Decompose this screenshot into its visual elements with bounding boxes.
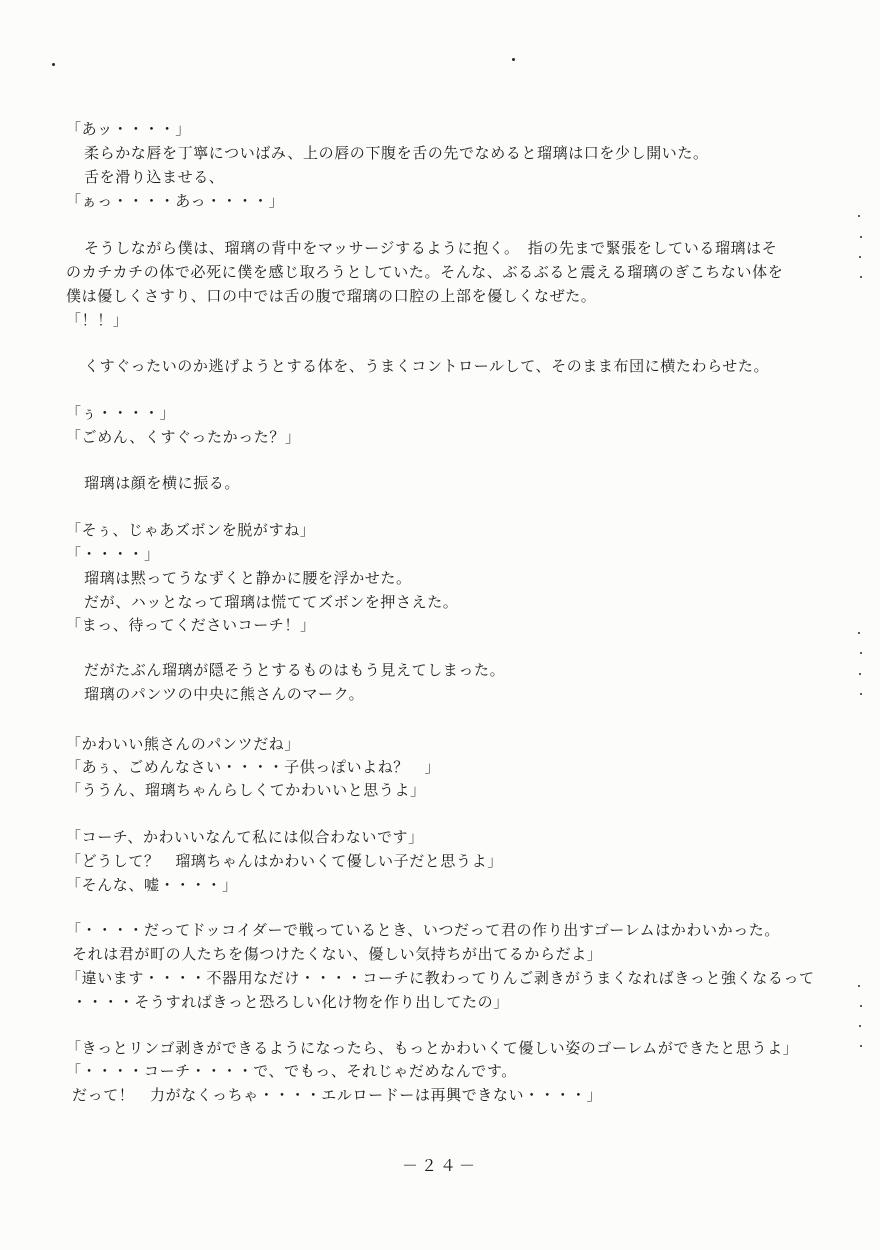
scan-speck: [860, 693, 862, 695]
text-line: 「・・・・だってドッコイダーで戦っているとき、いつだって君の作り出すゴーレムはかわいかった。: [66, 921, 781, 939]
text-line: 瑠璃は顔を横に振る。: [84, 474, 241, 492]
text-line: 「ごめん、くすぐったかった？」: [66, 428, 301, 446]
scan-speck: [860, 236, 862, 238]
text-line: 「どうして？ 瑠璃ちゃんはかわいくて優しい子だと思うよ」: [66, 852, 503, 870]
scan-speck: [859, 1025, 861, 1027]
text-line: 舌を滑り込ませる、: [84, 168, 225, 186]
text-line: 「そんな、嘘・・・・」: [66, 876, 238, 894]
text-line: 瑠璃は黙ってうなずくと静かに腰を浮かせた。: [84, 569, 412, 587]
text-line: 「・・・・コーチ・・・・で、でもっ、それじゃだめなんです。: [66, 1062, 517, 1080]
text-line: それは君が町の人たちを傷つけたくない、優しい気持ちが出てるからだよ」: [72, 945, 603, 963]
scan-speck: [858, 215, 860, 217]
page-number: －２４－: [401, 1156, 478, 1175]
text-line: 「！！」: [66, 311, 129, 329]
text-line: 僕は優しくさすり、口の中では舌の腹で瑠璃の口腔の上部を優しくなぜた。: [66, 287, 597, 305]
text-line: 「ううん、瑠璃ちゃんらしくてかわいいと思うよ」: [66, 781, 426, 799]
text-line: だって！ 力がなくっちゃ・・・・エルロードーは再興できない・・・・」: [72, 1086, 603, 1104]
scan-speck: [859, 256, 861, 258]
text-line: 「ぅ・・・・」: [66, 404, 176, 422]
text-line: 「違います・・・・不器用なだけ・・・・コーチに教わってりんご剥きがうまくなればきっと強くなるって: [66, 969, 815, 987]
scan-speck: [52, 63, 55, 66]
scan-speck: [858, 985, 860, 987]
text-line: 「・・・・」: [66, 545, 160, 563]
text-line: 「コーチ、かわいいなんて私には似合わないです」: [66, 828, 424, 846]
text-line: 瑠璃のパンツの中央に熊さんのマーク。: [84, 685, 365, 703]
text-line: 「きっとリンゴ剥きができるようになったら、もっとかわいくて優しい姿のゴーレムができたと思うよ」: [66, 1039, 799, 1057]
text-line: 柔らかな唇を丁寧についばみ、上の唇の下腹を舌の先でなめると瑠璃は口を少し開いた。: [84, 144, 709, 162]
text-line: ・・・・そうすればきっと恐ろしい化け物を作り出してたの」: [72, 993, 509, 1011]
text-line: 「まっ、待ってくださいコーチ！」: [66, 616, 316, 634]
text-line: そうしながら僕は、瑠璃の背中をマッサージするように抱く。 指の先まで緊張をしている瑠璃はそ: [84, 239, 778, 257]
scan-speck: [860, 1045, 862, 1047]
text-line: だが、ハッとなって瑠璃は慌ててズボンを押さえた。: [84, 593, 459, 611]
text-line: のカチカチの体で必死に僕を感じ取ろうとしていた。そんな、ぶるぶると震える瑠璃のぎこちない体を: [66, 263, 784, 281]
text-line: 「あッ・・・・」: [66, 120, 191, 138]
scan-speck: [860, 1005, 862, 1007]
text-line: だがたぶん瑠璃が隠そうとするものはもう見えてしまった。: [84, 661, 506, 679]
scan-speck: [858, 632, 860, 634]
text-line: 「そぅ、じゃあズボンを脱がすね」: [66, 521, 316, 539]
scan-speck: [860, 276, 862, 278]
text-line: 「かわいい熊さんのパンツだね」: [66, 735, 301, 753]
scan-speck: [859, 673, 861, 675]
scan-speck: [512, 58, 515, 61]
text-line: 「ぁっ・・・・あっ・・・・」: [66, 192, 285, 210]
scan-speck: [860, 652, 862, 654]
text-line: 「あぅ、ごめんなさい・・・・子供っぽいよね？ 」: [66, 758, 441, 776]
text-line: くすぐったいのか逃げようとする体を、うまくコントロールして、そのまま布団に横たわらせた。: [84, 357, 770, 375]
